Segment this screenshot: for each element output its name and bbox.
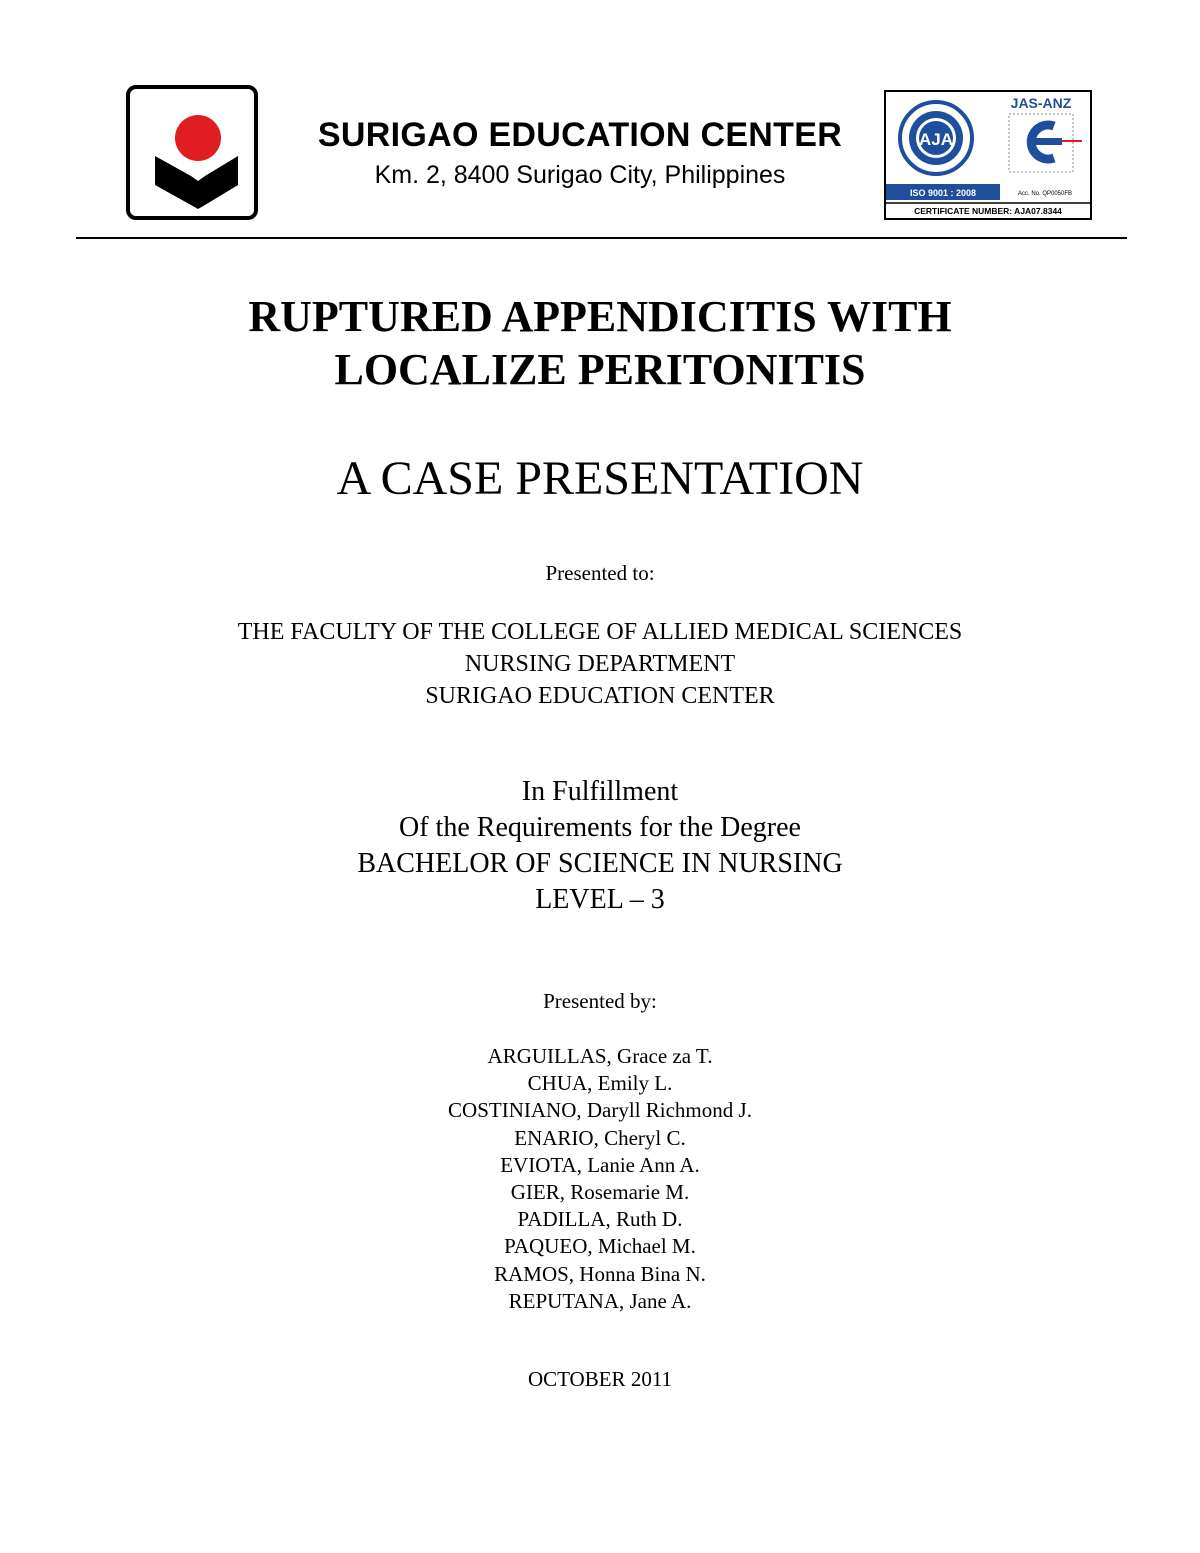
school-book-logo-icon: [126, 85, 258, 220]
author-name: RAMOS, Honna Bina N.: [494, 1261, 706, 1286]
recipient-line: SURIGAO EDUCATION CENTER: [425, 683, 775, 709]
author-name: GIER, Rosemarie M.: [510, 1180, 690, 1205]
author-name: PADILLA, Ruth D.: [517, 1207, 683, 1232]
author-list: [0, 1043, 1200, 1315]
recipient-line: NURSING DEPARTMENT: [464, 651, 736, 677]
fulfillment-line: In Fulfillment: [521, 776, 679, 807]
document-title: [0, 290, 1200, 396]
author-name: ARGUILLAS, Grace za T.: [487, 1044, 713, 1068]
aja-seal-text: AJA: [918, 130, 954, 149]
presented-to-recipients: [0, 616, 1200, 712]
title-line-1: RUPTURED APPENDICITIS WITH: [248, 292, 952, 341]
accreditation-number: Acc. No. QP0050FB: [1017, 191, 1073, 197]
presentation-date: OCTOBER 2011: [527, 1367, 673, 1391]
document-subtitle: A CASE PRESENTATION: [336, 452, 864, 505]
jas-anz-label: JAS-ANZ: [1010, 95, 1072, 111]
author-name: PAQUEO, Michael M.: [504, 1234, 696, 1259]
author-name: EVIOTA, Lanie Ann A.: [500, 1152, 700, 1177]
recipient-line: THE FACULTY OF THE COLLEGE OF ALLIED MEDICAL SCIENCES: [237, 619, 963, 645]
institution-address: Km. 2, 8400 Surigao City, Philippines: [374, 161, 786, 189]
author-name: ENARIO, Cheryl C.: [514, 1125, 686, 1150]
iso-certification-badge: [884, 90, 1092, 220]
certification-seal-graphic: [886, 92, 1090, 218]
fulfillment-line: Of the Requirements for the Degree: [399, 812, 801, 843]
iso-standard-text: ISO 9001 : 2008: [909, 188, 977, 198]
fulfillment-line: BACHELOR OF SCIENCE IN NURSING: [357, 848, 843, 879]
certificate-number: CERTIFICATE NUMBER: AJA07.8344: [914, 206, 1062, 216]
title-line-2: LOCALIZE PERITONITIS: [334, 345, 866, 394]
fulfillment-statement: [0, 774, 1200, 918]
author-name: CHUA, Emily L.: [527, 1071, 673, 1096]
presented-to-label: Presented to:: [545, 561, 655, 585]
institution-name: SURIGAO EDUCATION CENTER: [317, 116, 843, 154]
fulfillment-line: LEVEL – 3: [535, 884, 665, 915]
presented-by-label: Presented by:: [543, 989, 657, 1013]
author-name: COSTINIANO, Daryll Richmond J.: [448, 1098, 752, 1123]
author-name: REPUTANA, Jane A.: [508, 1288, 692, 1313]
header-divider: [76, 237, 1127, 239]
